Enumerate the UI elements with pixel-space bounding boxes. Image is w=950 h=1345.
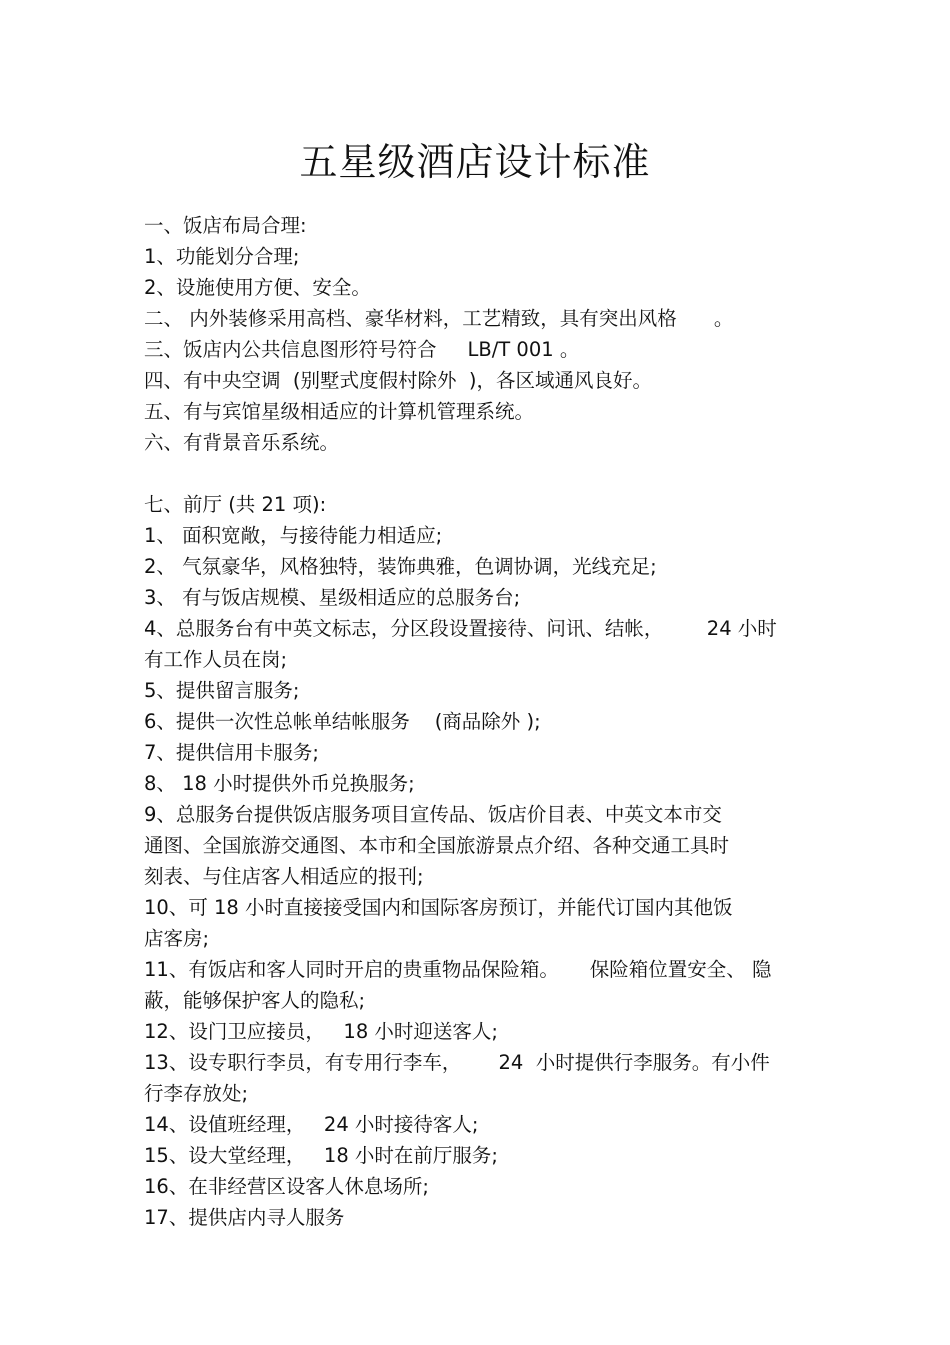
- text-line: 3、 有与饭店规模、星级相适应的总服务台;: [144, 586, 521, 609]
- text-line: 五、有与宾馆星级相适应的计算机管理系统。: [144, 400, 535, 423]
- text-line: 有工作人员在岗;: [144, 648, 288, 671]
- text-line: 行李存放处;: [144, 1082, 249, 1105]
- text-line: 7、提供信用卡服务;: [144, 741, 319, 764]
- text-line: 四、有中央空调 (别墅式度假村除外 )，各区域通风良好。: [144, 369, 653, 392]
- text-line: 15、设大堂经理， 18 小时在前厅服务;: [144, 1144, 498, 1167]
- text-line: 2、 气氛豪华，风格独特，装饰典雅，色调协调，光线充足;: [144, 555, 657, 578]
- text-line: 6、提供一次性总帐单结帐服务 (商品除外 );: [144, 710, 541, 733]
- text-line: 8、 18 小时提供外币兑换服务;: [144, 772, 415, 795]
- text-line: 1、功能划分合理;: [144, 245, 300, 268]
- text-line: 通图、全国旅游交通图、本市和全国旅游景点介绍、各种交通工具时: [144, 834, 730, 857]
- text-line: 六、有背景音乐系统。: [144, 431, 340, 454]
- text-line: 13、设专职行李员，有专用行李车， 24 小时提供行李服务。有小件: [144, 1051, 770, 1074]
- text-line: 店客房;: [144, 927, 210, 950]
- text-line: 5、提供留言服务;: [144, 679, 300, 702]
- text-line: 17、提供店内寻人服务: [144, 1206, 345, 1229]
- text-line: 10、可 18 小时直接接受国内和国际客房预订，并能代订国内其他饭: [144, 896, 733, 919]
- text-line: 刻表、与住店客人相适应的报刊;: [144, 865, 424, 888]
- text-line: 9、总服务台提供饭店服务项目宣传品、饭店价目表、中英文本市交: [144, 803, 722, 826]
- document-body: [144, 210, 814, 1233]
- text-line: 11、有饭店和客人同时开启的贵重物品保险箱。 保险箱位置安全、 隐: [144, 958, 772, 981]
- document-title: 五星级酒店设计标准: [299, 140, 651, 184]
- text-line: 一、饭店布局合理:: [144, 214, 307, 237]
- text-line: 三、饭店内公共信息图形符号符合 LB/T 001 。: [144, 338, 580, 361]
- text-line: 14、设值班经理， 24 小时接待客人;: [144, 1113, 479, 1136]
- text-line: 蔽，能够保护客人的隐私;: [144, 989, 366, 1012]
- text-line: 4、总服务台有中英文标志，分区段设置接待、问讯、结帐， 24 小时: [144, 617, 777, 640]
- text-line: 16、在非经营区设客人休息场所;: [144, 1175, 429, 1198]
- blank-line: [144, 458, 814, 489]
- text-line: 二、 内外装修采用高档、豪华材料，工艺精致，具有突出风格 。: [144, 307, 734, 330]
- text-line: 七、前厅 (共 21 项):: [144, 493, 327, 516]
- text-line: 1、 面积宽敞，与接待能力相适应;: [144, 524, 443, 547]
- text-line: 2、设施使用方便、安全。: [144, 276, 371, 299]
- text-line: 12、设门卫应接员， 18 小时迎送客人;: [144, 1020, 498, 1043]
